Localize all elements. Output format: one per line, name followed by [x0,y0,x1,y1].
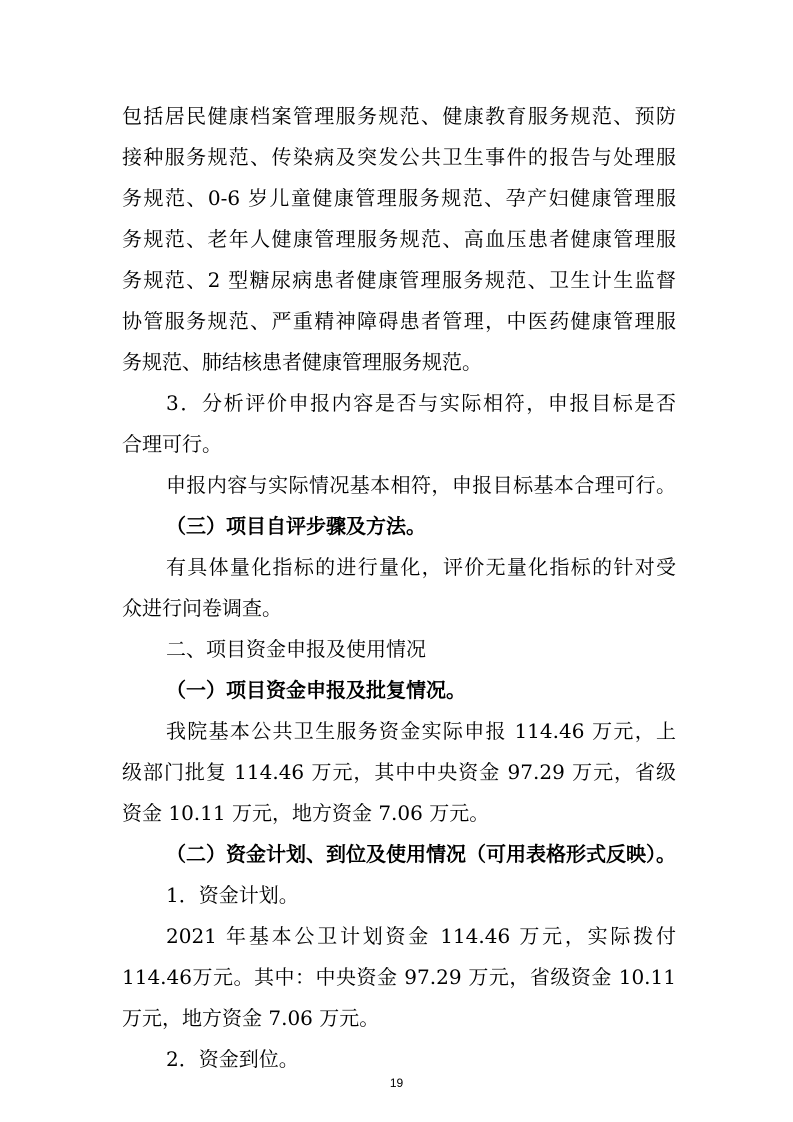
paragraph-line: 万元，地方资金 7.06 万元。 [122,1006,380,1030]
paragraph-line: 务规范、肺结核患者健康管理服务规范。 [122,350,482,374]
paragraph-line: 务规范、老年人健康管理服务规范、高血压患者健康管理服 [122,227,676,251]
paragraph-line: 级部门批复 114.46 万元，其中中央资金 97.29 万元，省级 [122,760,676,784]
numbered-item: 3．分析评价申报内容是否与实际相符，申报目标是否 [166,391,676,415]
paragraph-line: 我院基本公共卫生服务资金实际申报 114.46 万元，上 [166,719,676,743]
paragraph-line: 114.46万元。其中：中央资金 97.29 万元，省级资金 10.11 [122,965,676,989]
paragraph-line: 务规范、2 型糖尿病患者健康管理服务规范、卫生计生监督 [122,268,676,292]
paragraph-line: 申报内容与实际情况基本相符，申报目标基本合理可行。 [166,473,676,497]
subsection-heading: （二）资金计划、到位及使用情况（可用表格形式反映）。 [166,842,676,866]
page-number: 19 [389,1076,404,1090]
paragraph-line: 合理可行。 [122,432,222,456]
paragraph-line: 2021 年基本公卫计划资金 114.46 万元，实际拨付 [166,924,676,948]
paragraph-line: 务规范、0-6 岁儿童健康管理服务规范、孕产妇健康管理服 [122,186,676,210]
numbered-item: 1．资金计划。 [166,883,299,907]
paragraph-line: 协管服务规范、严重精神障碍患者管理，中医药健康管理服 [122,309,676,333]
paragraph-line: 资金 10.11 万元，地方资金 7.06 万元。 [122,801,490,825]
paragraph-line: 有具体量化指标的进行量化，评价无量化指标的针对受 [166,555,676,579]
paragraph-line: 包括居民健康档案管理服务规范、健康教育服务规范、预防 [122,104,676,128]
paragraph-line: 众进行问卷调查。 [122,596,282,620]
numbered-item: 2．资金到位。 [166,1047,299,1071]
section-heading: 二、项目资金申报及使用情况 [166,637,426,661]
subsection-heading: （三）项目自评步骤及方法。 [166,514,426,538]
paragraph-line: 接种服务规范、传染病及突发公共卫生事件的报告与处理服 [122,145,676,169]
subsection-heading: （一）项目资金申报及批复情况。 [166,678,466,702]
